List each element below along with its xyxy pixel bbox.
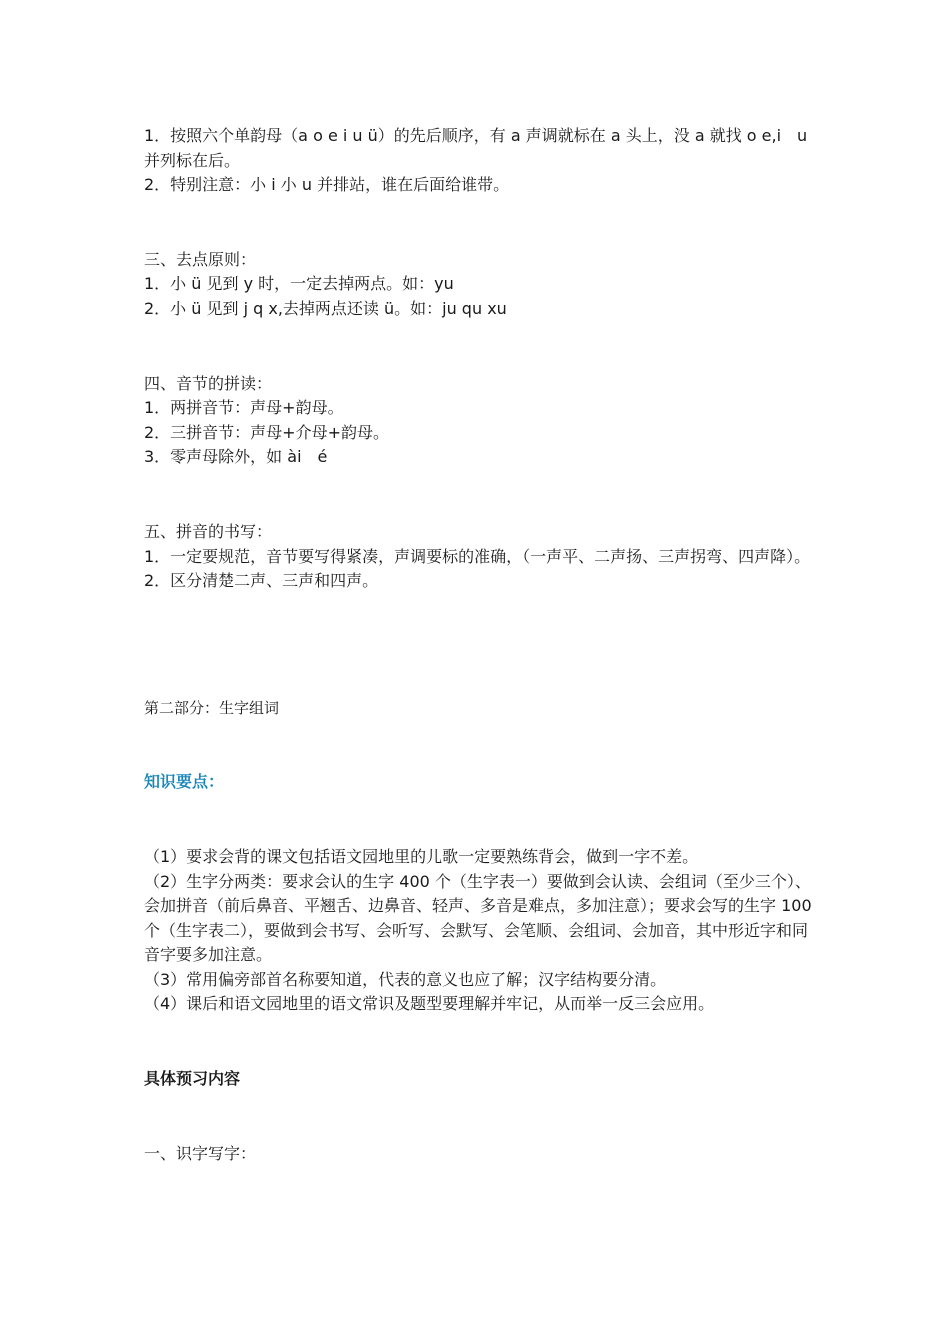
part-two-title: 第二部分：生字组词 xyxy=(144,698,280,717)
dots-rule-1: 1．小 ü 见到 y 时，一定去掉两点。如：yu xyxy=(144,274,454,294)
knowledge-heading: 知识要点： xyxy=(144,772,225,792)
writing-rule-1: 1．一定要规范，音节要写得紧凑，声调要标的准确，（一声平、二声扬、三声拐弯、四声降）。 xyxy=(144,546,811,566)
knowledge-point-4: （4）课后和语文园地里的语文常识及题型要理解并牢记，从而举一反三会应用。 xyxy=(144,994,715,1014)
knowledge-point-2-cont: 会加拼音（前后鼻音、平翘舌、边鼻音、轻声、多音是难点，多加注意）；要求会写的生字 100 个（生字表二），要做到会书写、会听写、会默写、会笔顺、会组词、会加音，其中形近字和同音字要多加注意。 xyxy=(144,896,817,965)
spacer xyxy=(144,1017,816,1067)
knowledge-point-1: （1）要求会背的课文包括语文园地里的儿歌一定要熟练背会，做到一字不差。 xyxy=(144,846,699,866)
spacer xyxy=(144,594,816,696)
tone-rule-2: 2．特别注意：小 i 小 u 并排站，谁在后面给谁带。 xyxy=(144,175,510,195)
preview-item-1: 一、识字写字： xyxy=(144,1143,257,1163)
spacer xyxy=(144,795,816,845)
syllables-rule-3: 3．零声母除外，如 ài é xyxy=(144,447,328,467)
syllables-heading: 四、音节的拼读： xyxy=(144,373,273,393)
spacer xyxy=(144,1092,816,1142)
tone-rule-1: 1．按照六个单韵母（a o e i u ü）的先后顺序，有 a 声调就标在 a 头上，没 a 就找 o e,i u 并列标在后。 xyxy=(144,126,813,170)
syllables-rule-1: 1．两拼音节：声母+韵母。 xyxy=(144,398,344,418)
writing-rule-2: 2．区分清楚二声、三声和四声。 xyxy=(144,571,379,591)
writing-heading: 五、拼音的书写： xyxy=(144,521,273,541)
knowledge-point-3: （3）常用偏旁部首名称要知道，代表的意义也应了解；汉字结构要分清。 xyxy=(144,969,667,989)
dots-rule-2: 2．小 ü 见到 j q x,去掉两点还读 ü。如：ju qu xu xyxy=(144,298,507,318)
spacer xyxy=(144,198,816,248)
spacer xyxy=(144,720,816,770)
spacer xyxy=(144,470,816,520)
syllables-rule-2: 2．三拼音节：声母+介母+韵母。 xyxy=(144,422,389,442)
spacer xyxy=(144,322,816,372)
document-page xyxy=(144,124,816,1166)
knowledge-point-2: （2）生字分两类：要求会认的生字 400 个（生字表一）要做到会认读、会组词（至少三个）、 xyxy=(144,871,811,891)
preview-heading: 具体预习内容 xyxy=(144,1069,241,1089)
dots-heading: 三、去点原则： xyxy=(144,249,257,269)
